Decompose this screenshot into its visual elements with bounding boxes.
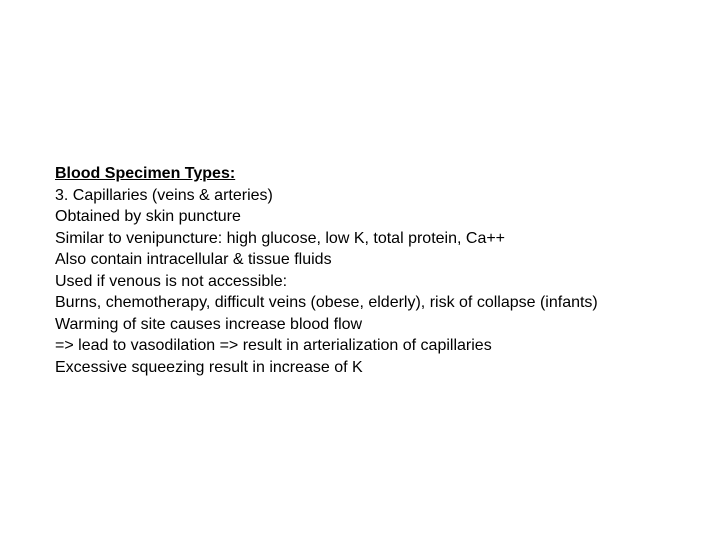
text-line: Obtained by skin puncture xyxy=(55,208,241,225)
text-line: => lead to vasodilation => result in arterialization of capillaries xyxy=(55,337,492,354)
text-line: Warming of site causes increase blood flow xyxy=(55,315,363,333)
text-line: Burns, chemotherapy, difficult veins (obese, elderly), risk of collapse (infants) xyxy=(55,294,598,311)
text-line: Excessive squeezing result in increase of K xyxy=(55,358,363,376)
text-line: 3. Capillaries (veins & arteries) xyxy=(55,186,273,204)
text-line: Also contain intracellular & tissue fluids xyxy=(55,251,332,268)
text-line: Used if venous is not accessible: xyxy=(55,272,288,290)
slide-content xyxy=(55,163,705,378)
text-line: Similar to venipuncture: high glucose, low K, total protein, Ca++ xyxy=(55,229,506,247)
slide-heading: Blood Specimen Types: xyxy=(55,165,236,182)
